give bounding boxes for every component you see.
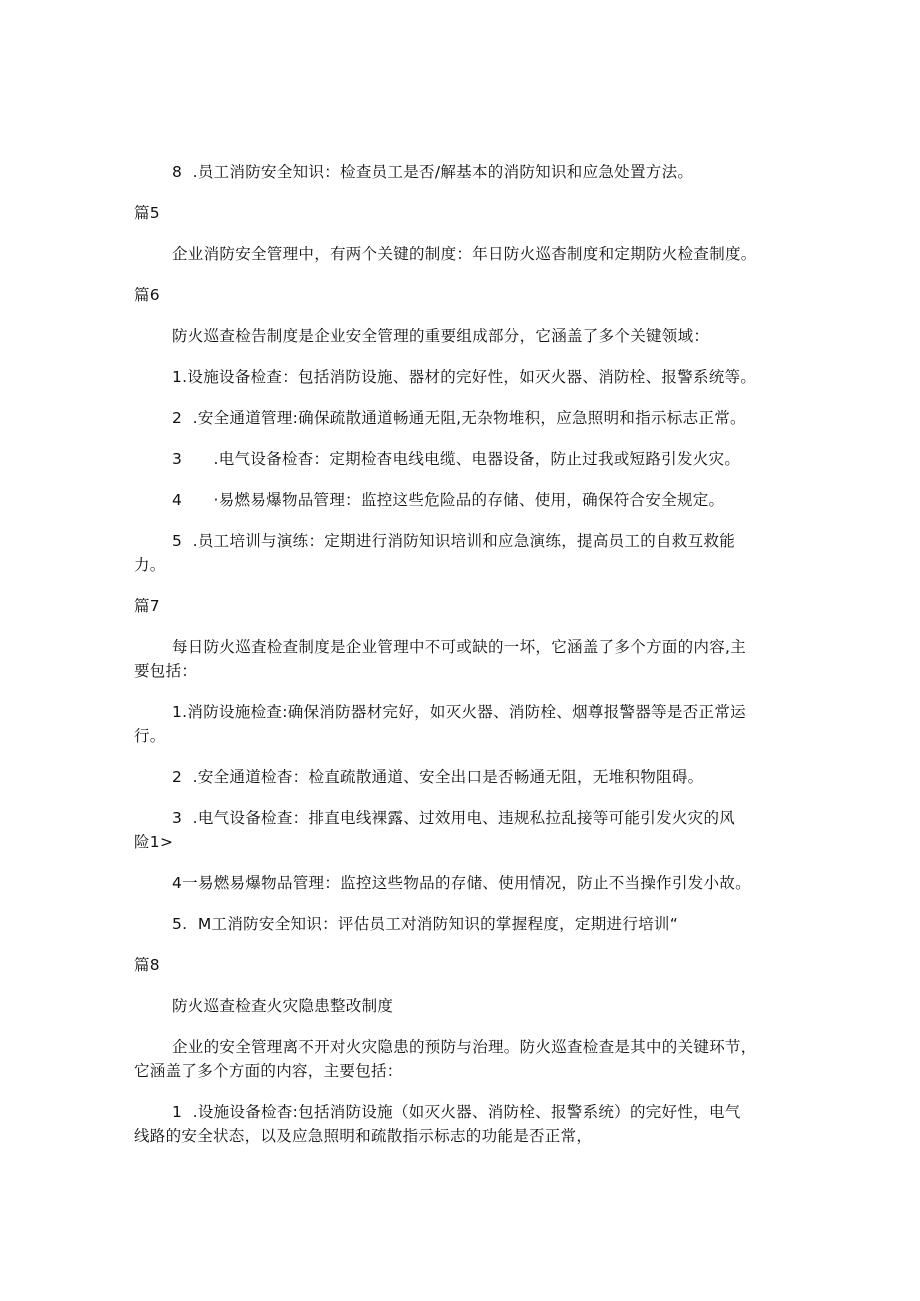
- list-item: 5. M工消防安全知识：评估员工对消防知识的掌握程度，定期进行培训“: [172, 915, 679, 933]
- text-line: 8 .员工消防安全知识：检查员工是否/解基本的消防知识和应急处置方法。: [172, 163, 694, 181]
- list-item-continuation: 力。: [134, 556, 166, 574]
- list-item-continuation: 险1>: [134, 833, 174, 851]
- text-line-continuation: 要包括：: [134, 662, 198, 680]
- list-item-continuation: 线路的安全状态，以及应急照明和疏散指示标志的功能是否正常，: [134, 1127, 593, 1145]
- text-line: 防火巡查检告制度是企业安全管理的重要组成部分，它涵盖了多个关键领域：: [172, 327, 710, 345]
- list-item-continuation: 行。: [134, 727, 166, 745]
- list-item: 3 .电气设备检杳：定期检杳电线电缆、电器设备，防止过我或短路引发火灾。: [172, 450, 741, 468]
- list-item: 1.消防设施检查:确保消防器材完好，如灭火器、消防栓、烟尊报警器等是否正常运: [172, 703, 746, 721]
- section-heading: 篇8: [134, 956, 160, 974]
- text-line: 企业消防安全管理中，有两个关键的制度：年日防火巡杳制度和定期防火检查制度。: [172, 245, 757, 263]
- list-item: 4一易燃易爆物品管理：监控这些物品的存储、使用情况，防止不当操作引发小故。: [172, 874, 751, 892]
- section-heading: 篇6: [134, 286, 160, 304]
- list-item: 5 .员工培训与演练：定期进行消防知识培训和应急演练，提高员工的自救互救能: [172, 532, 736, 550]
- section-heading: 篇5: [134, 204, 160, 222]
- list-item: 2 .安全通道检杳：检直疏散通道、安全出口是否畅通无阻，无堆积物阻碍。: [172, 768, 704, 786]
- text-line-continuation: 它涵盖了多个方面的内容，主要包括：: [134, 1062, 403, 1080]
- list-item: 1.设施设备检查：包括消防设施、器材的完好性，如灭火器、消防栓、报警系统等。: [172, 368, 757, 386]
- list-item: 2 .安全通道管理:确保疏散通道畅通无阻,无杂物堆积，应急照明和指示标志正常。: [172, 409, 746, 427]
- list-item: 3 .电气设备检查：排直电线裸露、过效用电、违规私拉乱接等可能引发火灾的风: [172, 809, 736, 827]
- list-item: 4 ·易燃易爆物品管理：监控这些危险品的存储、使用，确保符合安全规定。: [172, 491, 725, 509]
- list-item: 1 .设施设备检杳:包括消防设施（如灭火器、消防栓、报警系统）的完好性，电气: [172, 1103, 741, 1121]
- subsection-title: 防火巡查检查火灾隐患整改制度: [172, 997, 394, 1015]
- section-heading: 篇7: [134, 597, 160, 615]
- text-line: 企业的安全管理离不开对火灾隐患的预防与治理。防火巡查检查是其中的关键环节，: [172, 1038, 757, 1056]
- text-line: 每日防火巡査检查制度是企业管理中不可或缺的一坏，它涵盖了多个方面的内容,主: [172, 638, 747, 656]
